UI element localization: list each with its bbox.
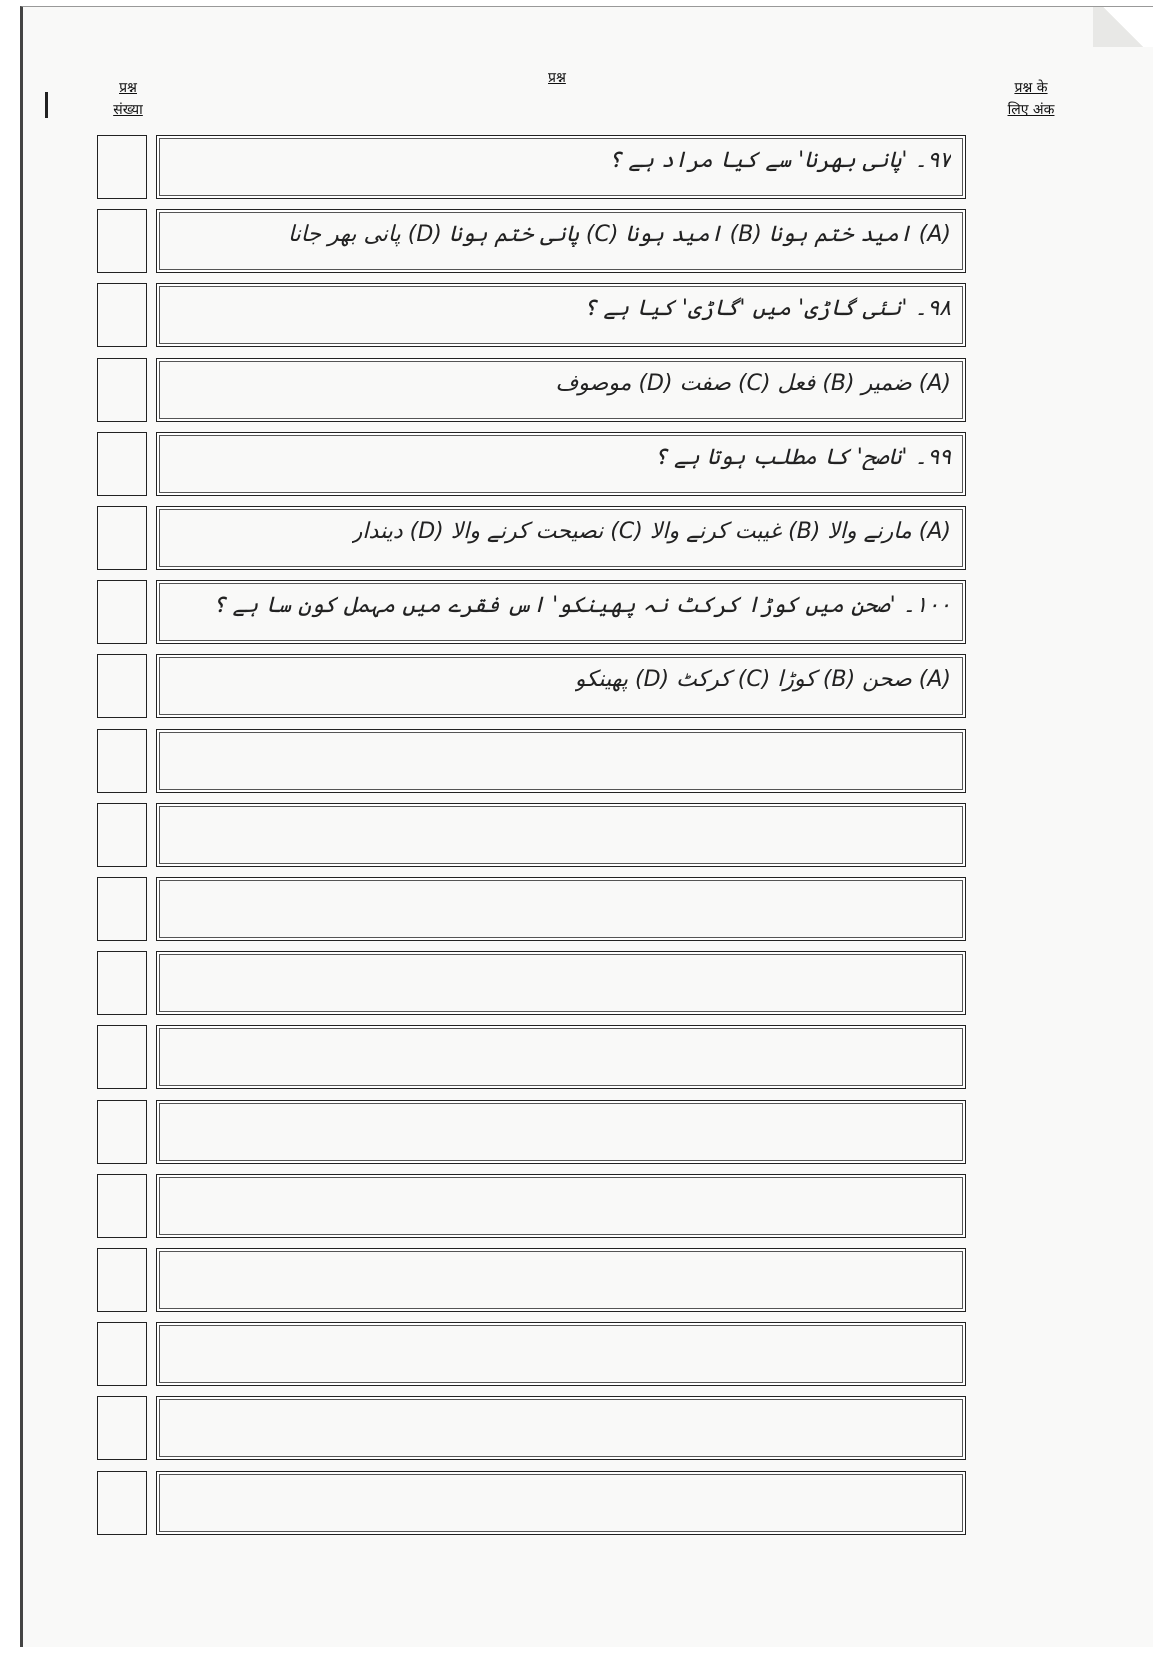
question-number-box[interactable] [97, 1174, 147, 1238]
question-row [23, 209, 1153, 279]
question-number-header-line2: संख्या [113, 102, 143, 118]
question-text-box[interactable] [156, 877, 966, 941]
question-text-box[interactable] [156, 1174, 966, 1238]
question-row [23, 1471, 1153, 1541]
question-text-box[interactable] [156, 358, 966, 422]
question-row [23, 877, 1153, 947]
question-text-box[interactable] [156, 1100, 966, 1164]
question-text-box[interactable] [156, 1248, 966, 1312]
question-row [23, 135, 1153, 205]
question-text-box[interactable] [156, 951, 966, 1015]
margin-mark [45, 92, 48, 118]
question-number-box[interactable] [97, 506, 147, 570]
marks-header-line2: लिए अंक [1007, 102, 1055, 118]
handwritten-question-text: (A) امید ختم ہونا (B) امید ہونا (C) پانی ختم ہونا (D) پانی بھر جانا [287, 222, 951, 248]
question-row [23, 358, 1153, 428]
question-header: प्रश्न [548, 70, 566, 86]
question-number-box[interactable] [97, 209, 147, 273]
question-row [23, 506, 1153, 576]
question-row [23, 1322, 1153, 1392]
handwritten-question-text: ۹۹۔ 'ناصح' کا مطلب ہوتا ہے ؟ [654, 444, 951, 470]
marks-header-line1: प्रश्न के [1014, 80, 1048, 96]
page-corner-fold [1093, 7, 1153, 47]
question-number-box[interactable] [97, 1025, 147, 1089]
question-row [23, 1100, 1153, 1170]
question-text-box[interactable] [156, 506, 966, 570]
question-number-box[interactable] [97, 1471, 147, 1535]
question-text-box[interactable] [156, 1471, 966, 1535]
question-number-header [103, 77, 153, 121]
question-text-box[interactable] [156, 580, 966, 644]
answer-sheet-page [20, 6, 1153, 1647]
question-row [23, 1025, 1153, 1095]
question-row [23, 803, 1153, 873]
question-number-box[interactable] [97, 1248, 147, 1312]
question-number-box[interactable] [97, 803, 147, 867]
question-row [23, 654, 1153, 724]
question-number-box[interactable] [97, 654, 147, 718]
question-row [23, 283, 1153, 353]
handwritten-question-text: (A) مارنے والا (B) غیبت کرنے والا (C) نصیحت کرنے والا (D) دیندار [351, 519, 951, 544]
question-text-box[interactable] [156, 654, 966, 718]
question-number-box[interactable] [97, 580, 147, 644]
question-number-box[interactable] [97, 877, 147, 941]
question-text-box[interactable] [156, 1322, 966, 1386]
question-number-box[interactable] [97, 729, 147, 793]
question-text-box[interactable] [156, 283, 966, 347]
question-text-box[interactable] [156, 729, 966, 793]
question-number-box[interactable] [97, 1396, 147, 1460]
question-number-box[interactable] [97, 1322, 147, 1386]
question-number-box[interactable] [97, 1100, 147, 1164]
question-text-box[interactable] [156, 135, 966, 199]
question-row [23, 432, 1153, 502]
question-row [23, 729, 1153, 799]
question-text-box[interactable] [156, 1025, 966, 1089]
question-row [23, 1248, 1153, 1318]
question-text-box[interactable] [156, 1396, 966, 1460]
question-number-box[interactable] [97, 358, 147, 422]
question-row [23, 580, 1153, 650]
handwritten-question-text: (A) ضمیر (B) فعل (C) صفت (D) موصوف [555, 370, 951, 396]
handwritten-question-text: ۱۰۰۔ 'صحن میں کوڑا کرکٹ نہ پھینکو' اس فقرے میں مہمل کون سا ہے ؟ [212, 593, 951, 619]
question-number-header-line1: प्रश्न [119, 80, 137, 96]
question-row [23, 1396, 1153, 1466]
question-number-box[interactable] [97, 283, 147, 347]
question-row [23, 1174, 1153, 1244]
question-number-box[interactable] [97, 432, 147, 496]
handwritten-question-text: ۹۷۔ 'پانی بھرنا' سے کیا مراد ہے ؟ [608, 148, 951, 173]
question-text-box[interactable] [156, 432, 966, 496]
question-row [23, 951, 1153, 1021]
question-text-box[interactable] [156, 209, 966, 273]
question-number-box[interactable] [97, 951, 147, 1015]
marks-header [991, 77, 1071, 121]
question-text-box[interactable] [156, 803, 966, 867]
handwritten-question-text: (A) صحن (B) کوڑا (C) کرکٹ (D) پھینکو [574, 667, 951, 693]
handwritten-question-text: ۹۸۔ 'نئی گاڑی' میں 'گاڑی' کیا ہے ؟ [583, 296, 951, 322]
question-number-box[interactable] [97, 135, 147, 199]
